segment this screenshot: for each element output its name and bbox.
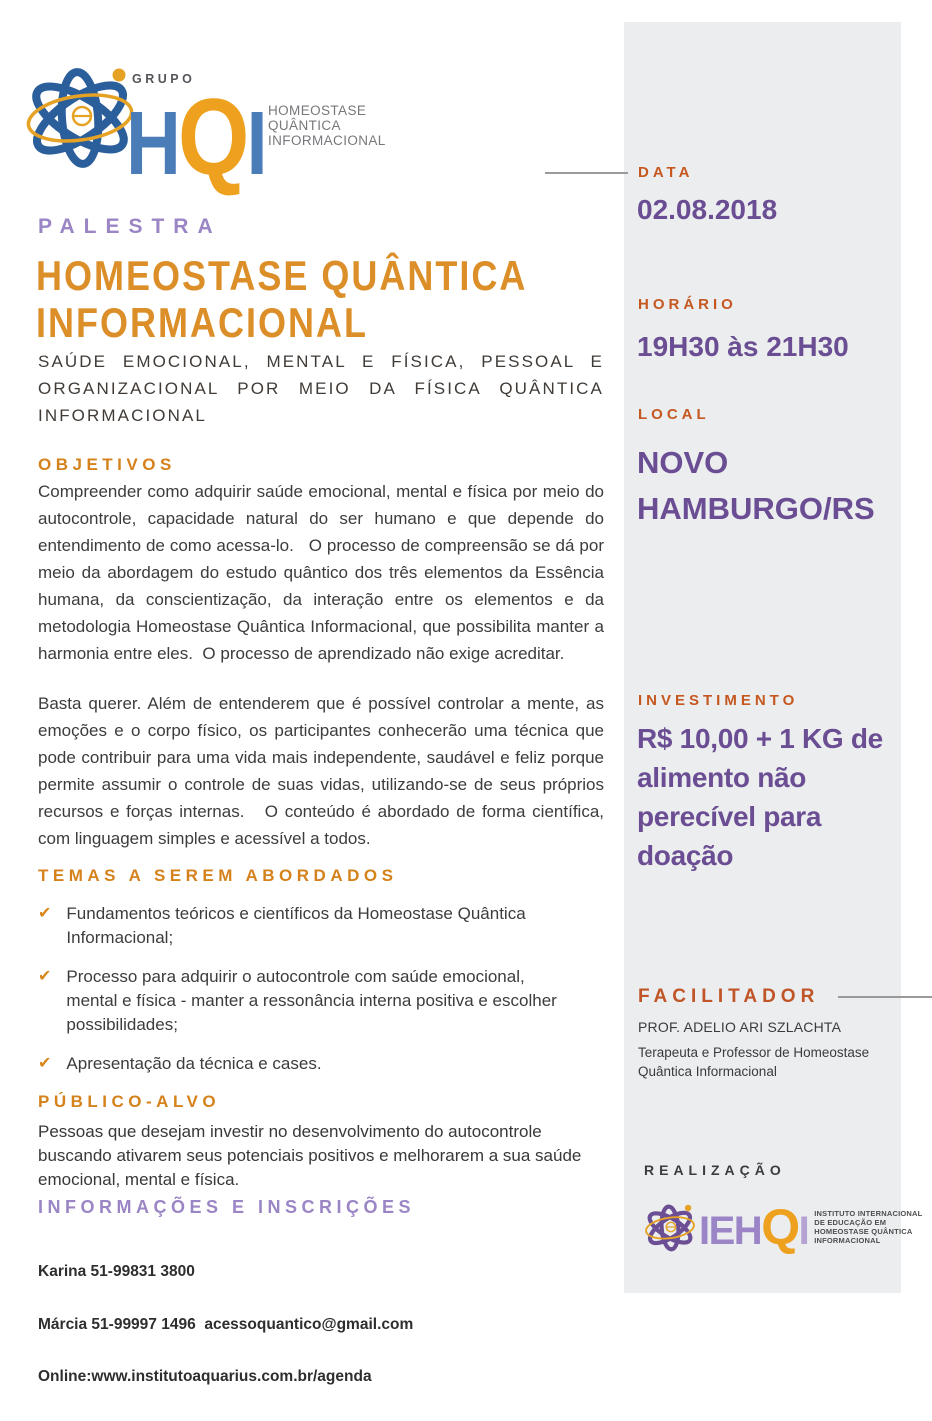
investimento-value [637,719,883,875]
title-line: HOMEOSTASE QUÂNTICA [36,252,528,300]
iehqi-letters-ieh: IEH [699,1209,762,1253]
logo-letter-i: I [246,93,265,194]
title-line: INFORMACIONAL [36,299,368,347]
iehqi-acronym [699,1198,808,1256]
horario-value: 19H30 às 21H30 [637,331,849,362]
event-type-kicker: PALESTRA [38,215,222,238]
inscricoes-heading: INFORMAÇÕES E INSCRIÇÕES [38,1197,416,1217]
data-label: DATA [638,164,694,181]
contact-line-marcia-email: Márcia 51-99997 1496 acessoquantico@gmail.com [38,1315,414,1333]
iehqi-wordmark-line: DE EDUCAÇÃO EM [814,1218,887,1227]
iehqi-wordmark-line: INFORMACIONAL [814,1236,881,1245]
iehqi-logo [644,1198,922,1256]
objetivos-heading: OBJETIVOS [38,455,176,474]
check-icon: ✔ [38,1055,52,1072]
objetivos-paragraph-2: Basta querer. Além de entenderem que é possível controlar a mente, as emoções e o corpo físico, os participantes conhecerão uma técnica que pode contribuir para uma vida mais independente, saudável e feliz porque permite assumir o controle de suas vidas, utilizando-se de seus próprios recursos e forças internas. O conteúdo é abordado de forma científica, com linguagem simples e acessível a todos. [38,694,609,848]
list-item-text: Apresentação da técnica e cases. [66,1054,322,1073]
horario-label: HORÁRIO [638,296,737,313]
investimento-value-line: R$ 10,00 + 1 KG de [637,723,883,754]
local-value-line: HAMBURGO/RS [637,491,875,526]
investimento-value-line: doação [637,840,734,871]
atom-icon [24,60,136,172]
iehqi-letter-q: Q [761,1199,799,1255]
iehqi-wordmark [814,1209,922,1245]
list-item-text: Fundamentos teóricos e científicos da Homeostase Quântica Informacional; [66,904,526,947]
logo-wordmark-line: INFORMACIONAL [268,133,386,148]
local-value [637,440,875,532]
iehqi-letter-i: I [798,1209,809,1253]
check-icon: ✔ [38,905,52,922]
logo-wordmark-line: QUÂNTICA [268,118,341,133]
facilitador-label: FACILITADOR [638,986,820,1007]
list-item [38,902,558,950]
local-value-line: NOVO [637,445,729,480]
facilitador-role: Terapeuta e Professor de Homeostase Quântica Informacional [638,1045,870,1079]
publico-alvo-heading: PÚBLICO-ALVO [38,1092,221,1111]
contact-line-karina: Karina 51-99831 3800 [38,1263,195,1280]
logo-letter-q: Q [177,77,247,198]
contact-line-online-url: Online:www.institutoaquarius.com.br/agenda [38,1368,372,1385]
list-item [38,965,558,1037]
list-item-text: Processo para adquirir o autocontrole com saúde emocional, mental e física - manter a ressonância interna positiva e escolher possibilidades; [66,967,557,1034]
iehqi-wordmark-line: HOMEOSTASE QUÂNTICA [814,1227,913,1236]
local-label: LOCAL [638,406,710,423]
logo-group-label: GRUPO [132,72,196,86]
iehqi-wordmark-line: INSTITUTO INTERNACIONAL [814,1209,923,1218]
investimento-value-line: alimento não [637,762,807,793]
objetivos-paragraph-1: Compreender como adquirir saúde emocional, mental e física por meio do autocontrole, capacidade natural do ser humano e que depende do entendimento de como acessa-lo. O processo de compreensão se dá por meio da abordagem do estudo quântico dos três elementos da Essência humana, da conscientização, da interação entre os elementos e da metodologia Homeostase Quântica Informacional, que possibilita manter a harmonia entre eles. O processo de aprendizado não exige acreditar. [38,482,609,663]
data-value: 02.08.2018 [637,194,778,225]
contact-info [38,1228,413,1421]
publico-alvo-text: Pessoas que desejam investir no desenvolvimento do autocontrole buscando ativarem seus potenciais positivos e melhorarem a sua saúde emocional, mental e física. [38,1122,582,1189]
realizacao-label: REALIZAÇÃO [644,1162,786,1178]
temas-heading: TEMAS A SEREM ABORDADOS [38,866,398,885]
logo-wordmark-line: HOMEOSTASE [268,103,367,118]
hqi-logo-acronym [126,76,265,200]
page-subtitle: SAÚDE EMOCIONAL, MENTAL E FÍSICA, PESSOAL E ORGANIZACIONAL POR MEIO DA FÍSICA QUÂNTICA INFORMACIONAL [38,352,604,425]
investimento-value-line: perecível para [637,801,822,832]
temas-list [38,902,558,1091]
hqi-logo-wordmark [268,103,386,148]
list-item [38,1052,558,1076]
data-connector-line [545,172,628,174]
investimento-label: INVESTIMENTO [638,692,799,709]
facilitador-name: PROF. ADELIO ARI SZLACHTA [638,1019,842,1035]
atom-icon [644,1201,696,1253]
page-title [36,252,626,346]
logo-letter-h: H [126,93,178,194]
check-icon: ✔ [38,968,52,985]
facilitador-connector-line [838,996,932,998]
